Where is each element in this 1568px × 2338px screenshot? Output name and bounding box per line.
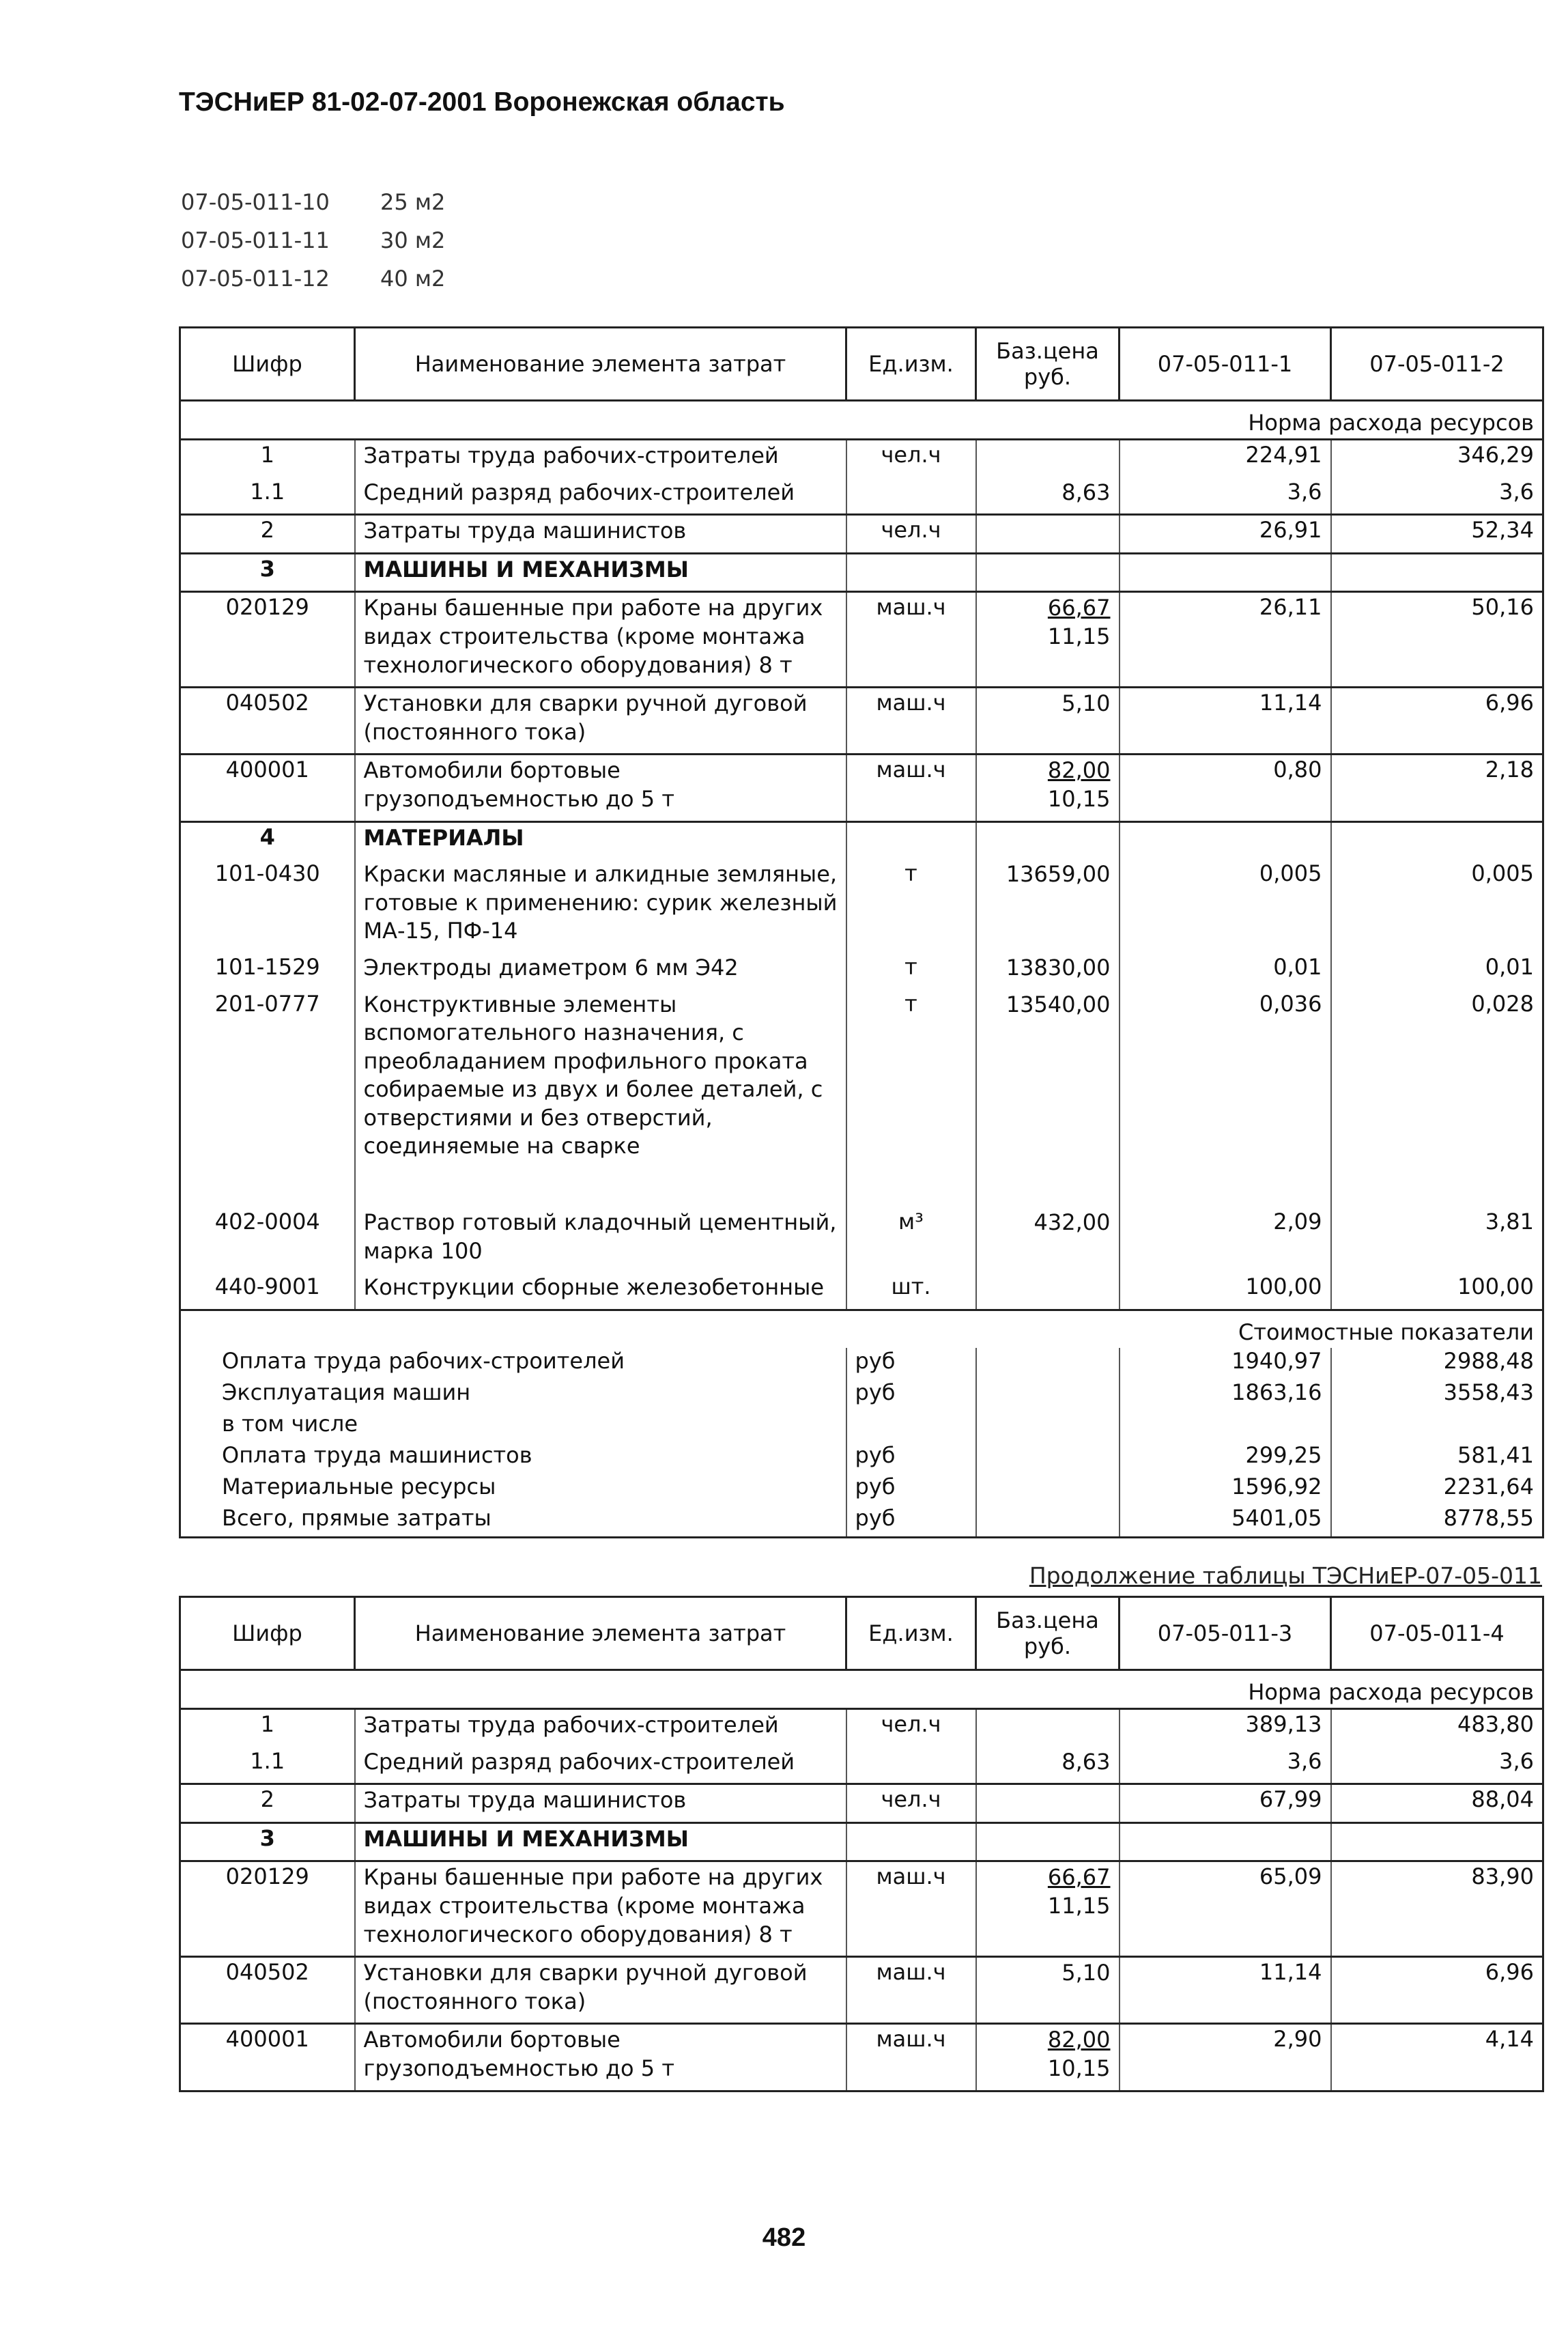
header-price [976, 328, 1120, 401]
summary-value-col1: 1596,92 [1120, 1474, 1331, 1505]
summary-unit: руб [846, 1442, 976, 1474]
row-value-col1: 0,80 [1120, 755, 1331, 821]
summary-unit: руб [846, 1379, 976, 1411]
summary-price [976, 1442, 1120, 1474]
summary-unit: руб [846, 1474, 976, 1505]
row-price-value: 5,10 [1061, 690, 1111, 717]
row-name: Затраты труда рабочих-строителей [355, 1709, 846, 1747]
page-title: ТЭСНиЕР 81-02-07-2001 Воронежская область [179, 87, 785, 117]
resource-table-2 [179, 1596, 1544, 2092]
row-price [976, 1861, 1120, 1957]
table-header-row [180, 1597, 1543, 1670]
variant-code-row [181, 259, 445, 298]
row-code: 400001 [180, 2024, 355, 2091]
row-price-value: 8,63 [1061, 479, 1111, 505]
header-price-line2: руб. [1023, 1633, 1072, 1659]
row-value-col2: 50,16 [1331, 592, 1543, 688]
row-price-value: 13659,00 [1006, 861, 1111, 888]
header-name: Наименование элемента затрат [355, 328, 846, 401]
row-value-col2: 4,14 [1331, 2024, 1543, 2091]
row-unit: чел.ч [846, 440, 976, 477]
row-value-col1 [1120, 553, 1331, 592]
summary-unit [846, 1411, 976, 1442]
row-code: 4 [180, 821, 355, 859]
table-row [180, 2024, 1543, 2091]
norm-label-row [180, 401, 1543, 440]
row-unit: чел.ч [846, 1784, 976, 1823]
summary-row [180, 1411, 1543, 1442]
table-row [180, 821, 1543, 859]
row-name: МАШИНЫ И МЕХАНИЗМЫ [355, 553, 846, 592]
row-value-col1: 67,99 [1120, 1784, 1331, 1823]
row-price [976, 755, 1120, 821]
row-price-value: 13540,00 [1006, 991, 1111, 1017]
norm-label: Норма расхода ресурсов [180, 401, 1543, 440]
table-row [180, 953, 1543, 989]
cost-label: Стоимостные показатели [180, 1310, 1543, 1348]
row-code: 1 [180, 440, 355, 477]
row-name: Краски масляные и алкидные земляные, готовые к применению: сурик железный МА-15, ПФ-14 [355, 859, 846, 953]
row-value-col1: 11,14 [1120, 688, 1331, 755]
row-unit: маш.ч [846, 1957, 976, 2024]
row-price [976, 1709, 1120, 1747]
row-price [976, 440, 1120, 477]
row-price-value: 82,00 [1047, 757, 1111, 784]
variant-codes-list [181, 183, 445, 298]
summary-unit: руб [846, 1505, 976, 1538]
table-row [180, 1784, 1543, 1823]
row-code: 440-9001 [180, 1272, 355, 1310]
row-value-col1: 2,09 [1120, 1168, 1331, 1272]
row-price [976, 821, 1120, 859]
row-price-value: 82,00 [1047, 2027, 1111, 2053]
row-name: Краны башенные при работе на других видах строительства (кроме монтажа технологического оборудования) 8 т [355, 592, 846, 688]
variant-size: 30 м2 [380, 227, 446, 253]
table-row [180, 440, 1543, 477]
row-price-secondary: 11,15 [1047, 1892, 1111, 1919]
variant-size: 25 м2 [380, 189, 446, 215]
row-name: Автомобили бортовые грузоподъемностью до 5 т [355, 755, 846, 821]
row-price [976, 515, 1120, 554]
row-name: Затраты труда машинистов [355, 515, 846, 554]
summary-row [180, 1442, 1543, 1474]
header-price-line1: Баз.цена [996, 1607, 1099, 1633]
row-code: 020129 [180, 592, 355, 688]
header-col1: 07-05-011-1 [1120, 328, 1331, 401]
row-value-col2 [1331, 553, 1543, 592]
row-unit: шт. [846, 1272, 976, 1310]
row-code: 201-0777 [180, 989, 355, 1168]
header-name: Наименование элемента затрат [355, 1597, 846, 1670]
table-row [180, 477, 1543, 515]
variant-code-row [181, 221, 445, 259]
row-code: 040502 [180, 1957, 355, 2024]
row-value-col1 [1120, 1822, 1331, 1861]
row-unit: т [846, 859, 976, 953]
row-unit: чел.ч [846, 1709, 976, 1747]
row-value-col2: 0,005 [1331, 859, 1543, 953]
row-value-col2: 83,90 [1331, 1861, 1543, 1957]
row-price-value: 13830,00 [1006, 954, 1111, 981]
row-value-col2: 6,96 [1331, 688, 1543, 755]
row-value-col1: 2,90 [1120, 2024, 1331, 2091]
row-code: 101-1529 [180, 953, 355, 989]
row-unit [846, 553, 976, 592]
row-unit: маш.ч [846, 1861, 976, 1957]
row-price [976, 553, 1120, 592]
row-code: 402-0004 [180, 1168, 355, 1272]
row-unit: маш.ч [846, 755, 976, 821]
row-value-col2: 0,01 [1331, 953, 1543, 989]
row-value-col1: 0,036 [1120, 989, 1331, 1168]
row-price-value: 66,67 [1047, 595, 1111, 621]
row-name: Затраты труда рабочих-строителей [355, 440, 846, 477]
row-price [976, 1957, 1120, 2024]
row-name: Конструктивные элементы вспомогательного назначения, с преобладанием профильного проката собираемые из двух и более деталей, с отверстиями и без отверстий, соединяемые на сварке [355, 989, 846, 1168]
row-code: 101-0430 [180, 859, 355, 953]
header-col1: 07-05-011-3 [1120, 1597, 1331, 1670]
row-price [976, 1168, 1120, 1272]
row-unit: чел.ч [846, 515, 976, 554]
row-name: Раствор готовый кладочный цементный, марка 100 [355, 1168, 846, 1272]
row-value-col1: 224,91 [1120, 440, 1331, 477]
row-unit: м³ [846, 1168, 976, 1272]
continuation-note: Продолжение таблицы ТЭСНиЕР-07-05-011 [1029, 1562, 1542, 1589]
table-header-row [180, 328, 1543, 401]
table-row [180, 1272, 1543, 1310]
summary-price [976, 1411, 1120, 1442]
row-price [976, 953, 1120, 989]
row-unit [846, 821, 976, 859]
table-row [180, 1822, 1543, 1861]
row-code: 2 [180, 515, 355, 554]
row-price-secondary: 11,15 [1047, 623, 1111, 649]
summary-value-col2: 581,41 [1331, 1442, 1543, 1474]
summary-label: Оплата труда машинистов [180, 1442, 846, 1474]
cost-label-row [180, 1310, 1543, 1348]
variant-code-row [181, 183, 445, 221]
row-price-secondary: 10,15 [1047, 2055, 1111, 2081]
row-price [976, 1747, 1120, 1784]
norm-label-row [180, 1670, 1543, 1709]
row-value-col1: 0,01 [1120, 953, 1331, 989]
table-row [180, 515, 1543, 554]
summary-label: Оплата труда рабочих-строителей [180, 1348, 846, 1379]
summary-value-col1: 299,25 [1120, 1442, 1331, 1474]
row-value-col2: 52,34 [1331, 515, 1543, 554]
row-unit [846, 477, 976, 515]
summary-label: в том числе [180, 1411, 846, 1442]
header-code: Шифр [180, 328, 355, 401]
row-value-col2: 100,00 [1331, 1272, 1543, 1310]
page-number: 482 [762, 2223, 806, 2252]
summary-value-col1 [1120, 1411, 1331, 1442]
summary-price [976, 1474, 1120, 1505]
row-unit: т [846, 989, 976, 1168]
row-value-col1: 26,91 [1120, 515, 1331, 554]
row-value-col2: 346,29 [1331, 440, 1543, 477]
summary-row [180, 1348, 1543, 1379]
header-unit: Ед.изм. [846, 1597, 976, 1670]
row-name: МАТЕРИАЛЫ [355, 821, 846, 859]
summary-value-col2: 8778,55 [1331, 1505, 1543, 1538]
variant-size: 40 м2 [380, 266, 446, 292]
row-price [976, 688, 1120, 755]
row-name: Установки для сварки ручной дуговой (постоянного тока) [355, 1957, 846, 2024]
row-price-secondary: 10,15 [1047, 785, 1111, 812]
table-row [180, 1168, 1543, 1272]
table-row [180, 859, 1543, 953]
row-name: Средний разряд рабочих-строителей [355, 1747, 846, 1784]
summary-value-col1: 1863,16 [1120, 1379, 1331, 1411]
row-unit: маш.ч [846, 688, 976, 755]
header-price-line1: Баз.цена [996, 337, 1099, 364]
row-price [976, 1784, 1120, 1823]
row-code: 1.1 [180, 477, 355, 515]
row-value-col2 [1331, 1822, 1543, 1861]
summary-label: Эксплуатация машин [180, 1379, 846, 1411]
row-value-col1: 65,09 [1120, 1861, 1331, 1957]
row-price [976, 859, 1120, 953]
norm-label: Норма расхода ресурсов [180, 1670, 1543, 1709]
row-unit [846, 1822, 976, 1861]
summary-value-col1: 5401,05 [1120, 1505, 1331, 1538]
summary-row [180, 1379, 1543, 1411]
row-name: Конструкции сборные железобетонные [355, 1272, 846, 1310]
row-value-col2: 3,6 [1331, 477, 1543, 515]
summary-row [180, 1474, 1543, 1505]
row-value-col2: 3,81 [1331, 1168, 1543, 1272]
summary-value-col2: 2231,64 [1331, 1474, 1543, 1505]
row-code: 1.1 [180, 1747, 355, 1784]
summary-value-col2 [1331, 1411, 1543, 1442]
summary-value-col2: 3558,43 [1331, 1379, 1543, 1411]
table-row [180, 688, 1543, 755]
row-unit: т [846, 953, 976, 989]
header-unit: Ед.изм. [846, 328, 976, 401]
row-value-col1: 26,11 [1120, 592, 1331, 688]
row-value-col1 [1120, 821, 1331, 859]
row-price-value: 8,63 [1061, 1748, 1111, 1775]
row-name: МАШИНЫ И МЕХАНИЗМЫ [355, 1822, 846, 1861]
header-price-line2: руб. [1023, 364, 1072, 390]
row-value-col2: 6,96 [1331, 1957, 1543, 2024]
row-name: Автомобили бортовые грузоподъемностью до 5 т [355, 2024, 846, 2091]
row-price-value: 66,67 [1047, 1864, 1111, 1891]
row-name: Затраты труда машинистов [355, 1784, 846, 1823]
summary-value-col1: 1940,97 [1120, 1348, 1331, 1379]
row-price [976, 989, 1120, 1168]
summary-price [976, 1379, 1120, 1411]
row-name: Установки для сварки ручной дуговой (постоянного тока) [355, 688, 846, 755]
summary-row [180, 1505, 1543, 1538]
variant-code: 07-05-011-12 [181, 266, 330, 292]
summary-unit: руб [846, 1348, 976, 1379]
resource-table-1 [179, 326, 1544, 1538]
row-price [976, 1272, 1120, 1310]
row-unit [846, 1747, 976, 1784]
row-code: 2 [180, 1784, 355, 1823]
table-row [180, 989, 1543, 1168]
summary-label: Всего, прямые затраты [180, 1505, 846, 1538]
row-value-col1: 3,6 [1120, 477, 1331, 515]
summary-value-col2: 2988,48 [1331, 1348, 1543, 1379]
header-price [976, 1597, 1120, 1670]
table-row [180, 755, 1543, 821]
row-value-col1: 0,005 [1120, 859, 1331, 953]
row-name: Электроды диаметром 6 мм Э42 [355, 953, 846, 989]
table-row [180, 1861, 1543, 1957]
row-value-col2: 2,18 [1331, 755, 1543, 821]
row-value-col1: 100,00 [1120, 1272, 1331, 1310]
summary-price [976, 1348, 1120, 1379]
row-price-value: 432,00 [1034, 1209, 1111, 1236]
row-price-value: 5,10 [1061, 1960, 1111, 1986]
row-code: 3 [180, 553, 355, 592]
row-code: 1 [180, 1709, 355, 1747]
row-price [976, 477, 1120, 515]
header-col2: 07-05-011-4 [1331, 1597, 1543, 1670]
variant-code: 07-05-011-11 [181, 227, 330, 253]
row-value-col2 [1331, 821, 1543, 859]
row-unit: маш.ч [846, 2024, 976, 2091]
row-name: Краны башенные при работе на других видах строительства (кроме монтажа технологического оборудования) 8 т [355, 1861, 846, 1957]
row-value-col1: 3,6 [1120, 1747, 1331, 1784]
row-code: 400001 [180, 755, 355, 821]
row-name: Средний разряд рабочих-строителей [355, 477, 846, 515]
row-code: 020129 [180, 1861, 355, 1957]
summary-label: Материальные ресурсы [180, 1474, 846, 1505]
summary-price [976, 1505, 1120, 1538]
table-row [180, 592, 1543, 688]
variant-code: 07-05-011-10 [181, 189, 330, 215]
row-price [976, 2024, 1120, 2091]
row-value-col1: 389,13 [1120, 1709, 1331, 1747]
row-unit: маш.ч [846, 592, 976, 688]
header-col2: 07-05-011-2 [1331, 328, 1543, 401]
table-row [180, 1709, 1543, 1747]
header-code: Шифр [180, 1597, 355, 1670]
row-value-col2: 483,80 [1331, 1709, 1543, 1747]
row-code: 3 [180, 1822, 355, 1861]
row-value-col1: 11,14 [1120, 1957, 1331, 2024]
row-value-col2: 3,6 [1331, 1747, 1543, 1784]
row-price [976, 1822, 1120, 1861]
table-row [180, 553, 1543, 592]
row-value-col2: 0,028 [1331, 989, 1543, 1168]
table-row [180, 1957, 1543, 2024]
row-value-col2: 88,04 [1331, 1784, 1543, 1823]
table-row [180, 1747, 1543, 1784]
row-price [976, 592, 1120, 688]
row-code: 040502 [180, 688, 355, 755]
